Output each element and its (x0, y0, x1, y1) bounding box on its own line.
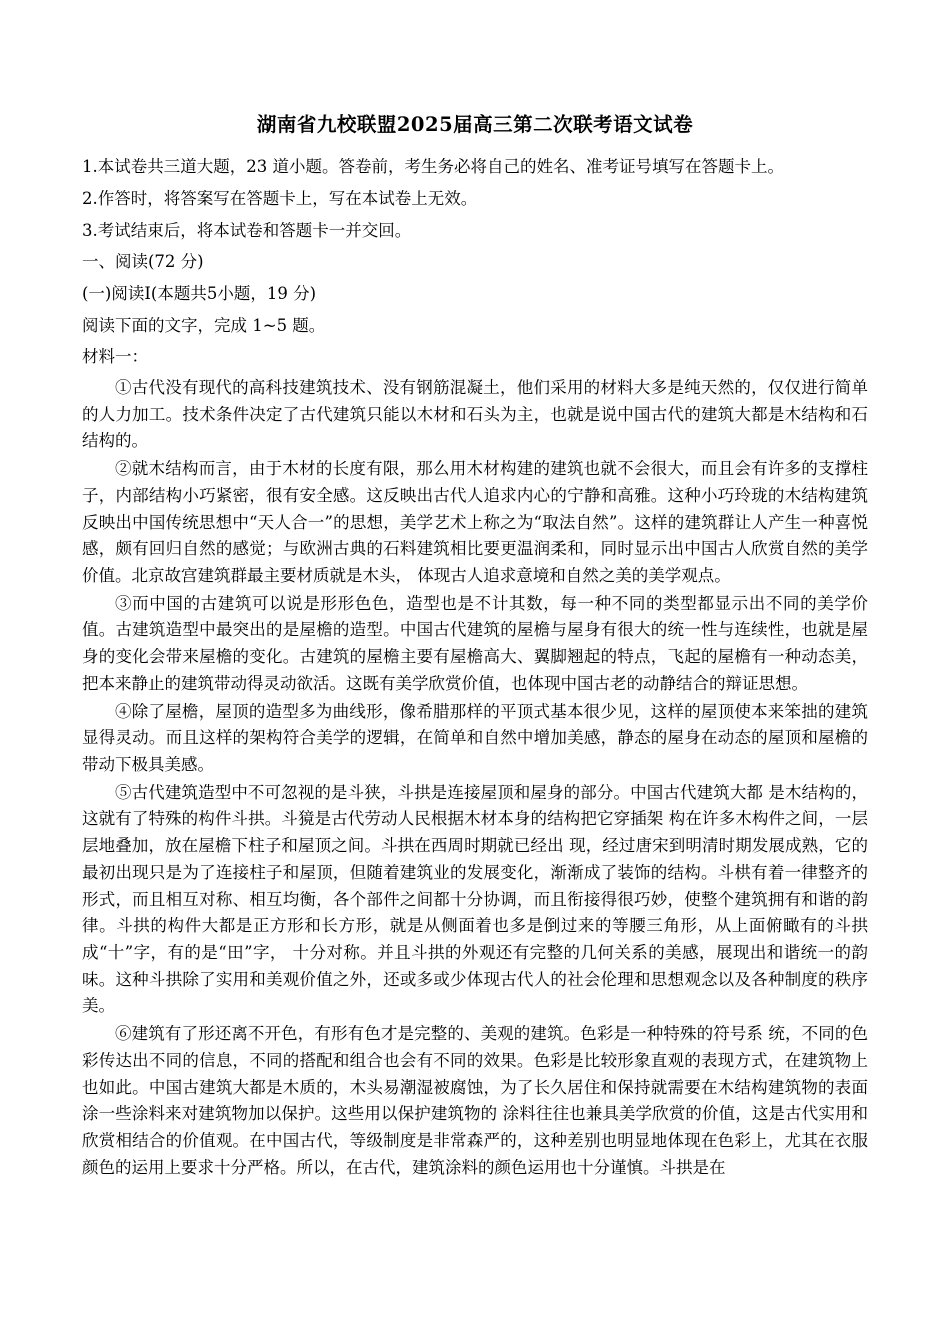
instruction-line-1: 1.本试卷共三道大题，23 道小题。答卷前，考生务必将自己的姓名、准考证号填写在答题卡上。 (82, 157, 784, 177)
instruction-line-2: 2.作答时，将答案写在答题卡上，写在本试卷上无效。 (82, 188, 478, 208)
body-paragraph-3: ③而中国的古建筑可以说是形形色色，造型也是不计其数，每一种不同的类型都显示出不同的美学价值。古建筑造型中最突出的是屋檐的造型。中国古代建筑的屋檐与屋身有很大的统一性与连续性，也就是屋身的变化会带来屋檐的变化。古建筑的屋檐主要有屋檐高大、翼脚翘起的特点，飞起的屋檐有一种动态美，把本来静止的建筑带动得灵动欲活。这既有美学欣赏价值，也体现中国古老的动静结合的辩证思想。 (82, 593, 868, 693)
body-paragraph-1: ①古代没有现代的高科技建筑技术、没有钢筋混凝土，他们采用的材料大多是纯天然的，仅仅进行简单的人力加工。技术条件决定了古代建筑只能以木材和石头为主，也就是说中国古代的建筑大都是木结构和石结构的。 (82, 377, 868, 451)
subsection-heading: (一)阅读Ⅰ(本题共5小题，19 分) (82, 283, 317, 303)
material-label: 材料一： (82, 347, 148, 367)
reading-instruction: 阅读下面的文字，完成 1~5 题。 (82, 315, 326, 335)
body-paragraph-5: ⑤古代建筑造型中不可忽视的是斗狭，斗拱是连接屋顶和屋身的部分。中国古代建筑大都 是木结构的，这就有了特殊的构件斗拱。斗獍是古代劳动人民根据木材本身的结构把它穿插架 构在许多木构件之间，一层层地叠加，放在屋檐下柱子和屋顶之间。斗拱在西周时期就已经出 现，经过唐宋到明清时期发展成熟，它的最初出现只是为了连接柱子和屋顶，但随着建筑业的发展变化，渐渐成了装饰的结构。斗栱有着一律整齐的形式，而且相互对称、相互均衡，各个部件之间都十分协调，而且衔接得很巧妙，使整个建筑拥有和谐的韵律。斗拱的构件大都是正方形和长方形，就是从侧面着也多是倒过来的等腰三角形，从上面俯瞰有的斗拱成“十”字，有的是“田”字， 十分对称。并且斗拱的外观还有完整的几何关系的美感，展现出和谐统一的韵味。这种斗拱除了实用和美观价值之外，还或多或少体现古代人的社会伦理和思想观念以及各种制度的秩序美。 (82, 782, 868, 1016)
body-paragraph-2: ②就木结构而言，由于木材的长度有限，那么用木材构建的建筑也就不会很大，而且会有许多的支撑柱子，内部结构小巧紧密，很有安全感。这反映出古代人追求内心的宁静和高雅。这种小巧玲珑的木结构建筑反映出中国传统思想中“天人合一”的思想，美学艺术上称之为“取法自然”。这样的建筑群让人产生一种喜悦感，颇有回归自然的感觉；与欧洲古典的石料建筑相比要更温润柔和，同时显示出中国古人欣赏自然的美学价值。北京故宫建筑群最主要材质就是木头， 体现古人追求意境和自然之美的美学观点。 (82, 459, 868, 585)
instruction-line-3: 3.考试结束后，将本试卷和答题卡一并交回。 (82, 220, 412, 240)
body-paragraph-4: ④除了屋檐，屋顶的造型多为曲线形，像希腊那样的平顶式基本很少见，这样的屋顶使本来笨拙的建筑显得灵动。而且这样的架构符合美学的逻辑，在简单和自然中增加美感，静态的屋身在动态的屋顶和屋檐的带动下极具美感。 (82, 701, 868, 775)
page-title: 湖南省九校联盟2025届高三第二次联考语文试卷 (256, 113, 694, 136)
section-heading: 一、阅读(72 分) (82, 252, 204, 272)
body-paragraph-6: ⑥建筑有了形还离不开色，有形有色才是完整的、美观的建筑。色彩是一种特殊的符号系 统，不同的色彩传达出不同的信息，不同的搭配和组合也会有不同的效果。色彩是比较形象直观的表现方式，在建筑物上也如此。中国古建筑大都是木质的，木头易潮湿被腐蚀，为了长久居住和保持就需要在木结构建筑物的表面涂一些涂料来对建筑物加以保护。这些用以保护建筑物的 涂料往往也兼具美学欣赏的价值，这是古代实用和欣赏相结合的价值观。在中国古代，等级制度是非常森严的，这种差别也明显地体现在色彩上，尤其在衣服颜色的运用上要求十分严格。所以，在古代，建筑涂料的颜色运用也十分谨慎。斗拱是在 (82, 1024, 868, 1177)
